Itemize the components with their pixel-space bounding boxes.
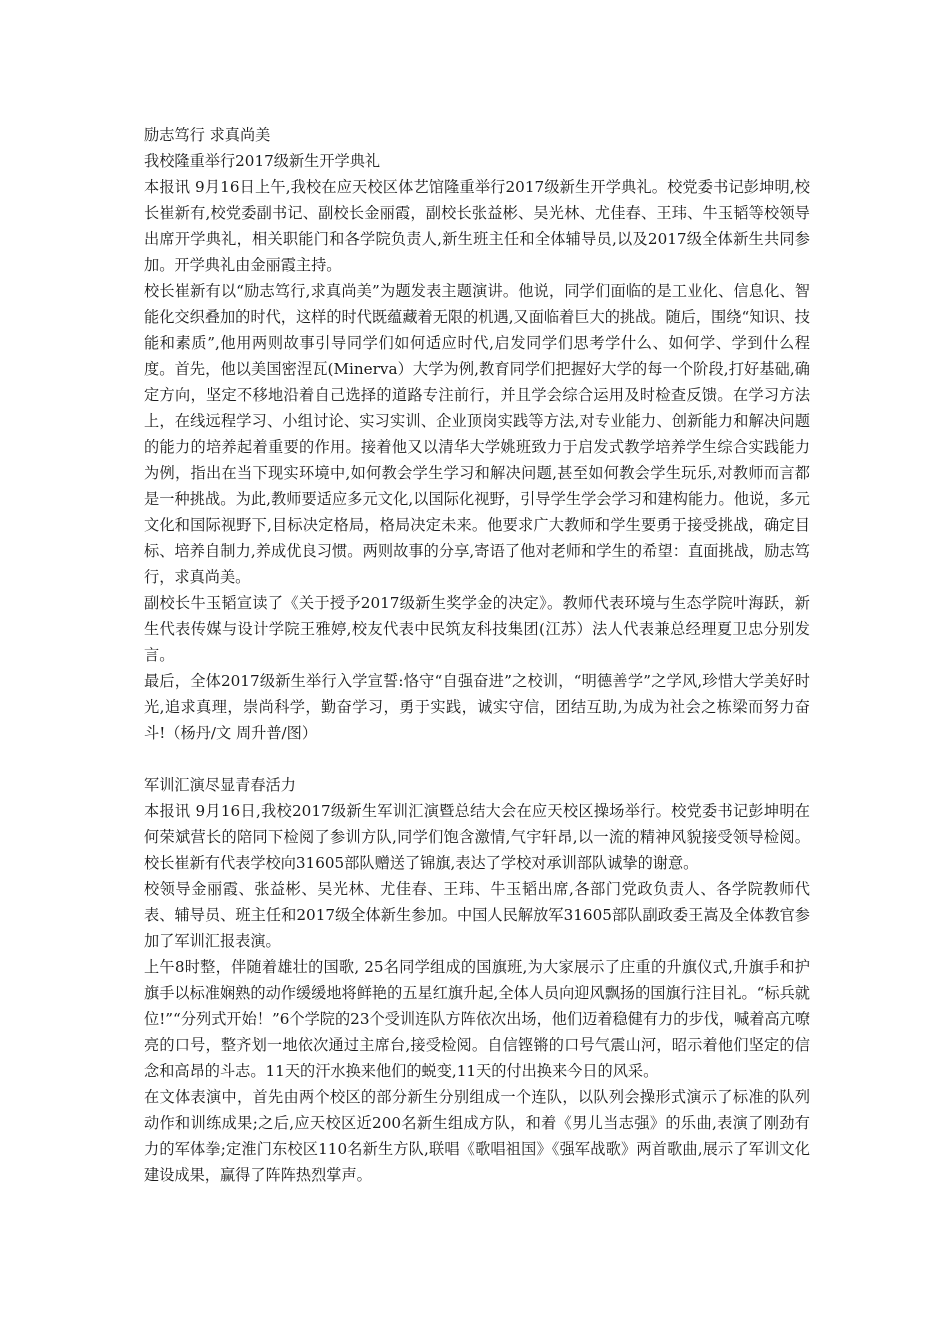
article-2-paragraph-1: 本报讯 9月16日,我校2017级新生军训汇演暨总结大会在应天校区操场举行。校党委书记彭坤明在何荣斌营长的陪同下检阅了参训方队,同学们饱含激情,气宇轩昂,以一流的精神风貌接受领导检阅。校长崔新有代表学校向31605部队赠送了锦旗,表达了学校对承训部队诚挚的谢意。 bbox=[144, 802, 810, 872]
article-1-paragraph-4: 最后，全体2017级新生举行入学宣誓:恪守“自强奋进”之校训，“明德善学”之学风,珍惜大学美好时光,追求真理，崇尚科学，勤奋学习，勇于实践，诚实守信，团结互助,为成为社会之栋梁而努力奋斗!（杨丹/文 周升普/图） bbox=[144, 672, 810, 742]
document-page bbox=[144, 122, 810, 1188]
article-1-paragraph-2: 校长崔新有以“励志笃行,求真尚美”为题发表主题演讲。他说，同学们面临的是工业化、信息化、智能化交织叠加的时代，这样的时代既蕴藏着无限的机遇,又面临着巨大的挑战。随后，围绕“知识、技能和素质”,他用两则故事引导同学们如何适应时代,启发同学们思考学什么、如何学、学到什么程度。首先，他以美国密涅瓦(Minerva）大学为例,教育同学们把握好大学的每一个阶段,打好基础,确定方向，坚定不移地沿着自己选择的道路专注前行，并且学会综合运用及时检查反馈。在学习方法上，在线远程学习、小组讨论、实习实训、企业顶岗实践等方法,对专业能力、创新能力和解决问题的能力的培养起着重要的作用。接着他又以清华大学姚班致力于启发式教学培养学生综合实践能力为例，指出在当下现实环境中,如何教会学生学习和解决问题,甚至如何教会学生玩乐,对教师而言都是一种挑战。为此,教师要适应多元文化,以国际化视野，引导学生学会学习和建构能力。他说，多元文化和国际视野下,目标决定格局，格局决定未来。他要求广大教师和学生要勇于接受挑战，确定目标、培养自制力,养成优良习惯。两则故事的分享,寄语了他对老师和学生的希望：直面挑战，励志笃行，求真尚美。 bbox=[144, 282, 810, 586]
article-2-heading: 军训汇演尽显青春活力 bbox=[144, 776, 296, 794]
article-1-paragraph-3: 副校长牛玉韬宣读了《关于授予2017级新生奖学金的决定》。教师代表环境与生态学院叶海跃，新生代表传媒与设计学院王雅婷,校友代表中民筑友科技集团(江苏）法人代表兼总经理夏卫忠分别发言。 bbox=[144, 594, 810, 664]
section-spacer bbox=[144, 746, 810, 772]
article-2-paragraph-3: 上午8时整，伴随着雄壮的国歌, 25名同学组成的国旗班,为大家展示了庄重的升旗仪式,升旗手和护旗手以标准娴熟的动作缓缓地将鲜艳的五星红旗升起,全体人员向迎风飘扬的国旗行注目礼。“标兵就位!”“分列式开始！”6个学院的23个受训连队方阵依次出场，他们迈着稳健有力的步伐，喊着高亢嘹亮的口号，整齐划一地依次通过主席台,接受检阅。自信铿锵的口号气震山河，昭示着他们坚定的信念和高昂的斗志。11天的汗水换来他们的蜕变,11天的付出换来今日的风采。 bbox=[144, 958, 810, 1080]
article-1-heading: 励志笃行 求真尚美 bbox=[144, 126, 271, 144]
article-1-subheading: 我校隆重举行2017级新生开学典礼 bbox=[144, 152, 381, 170]
article-2-paragraph-2: 校领导金丽霞、张益彬、吴光林、尤佳春、王玮、牛玉韬出席,各部门党政负责人、各学院教师代表、辅导员、班主任和2017级全体新生参加。中国人民解放军31605部队副政委王嵩及全体教官参加了军训汇报表演。 bbox=[144, 880, 810, 950]
article-2-paragraph-4: 在文体表演中，首先由两个校区的部分新生分别组成一个连队，以队列会操形式演示了标准的队列动作和训练成果;之后,应天校区近200名新生组成方队，和着《男儿当志强》的乐曲,表演了刚劲有力的军体拳;定淮门东校区110名新生方队,联唱《歌唱祖国》《强军战歌》两首歌曲,展示了军训文化建设成果，赢得了阵阵热烈掌声。 bbox=[144, 1088, 810, 1184]
article-1-paragraph-1: 本报讯 9月16日上午,我校在应天校区体艺馆隆重举行2017级新生开学典礼。校党委书记彭坤明,校长崔新有,校党委副书记、副校长金丽霞，副校长张益彬、吴光林、尤佳春、王玮、牛玉韬等校领导出席开学典礼，相关职能门和各学院负责人,新生班主任和全体辅导员,以及2017级全体新生共同参加。开学典礼由金丽霞主持。 bbox=[144, 178, 810, 274]
